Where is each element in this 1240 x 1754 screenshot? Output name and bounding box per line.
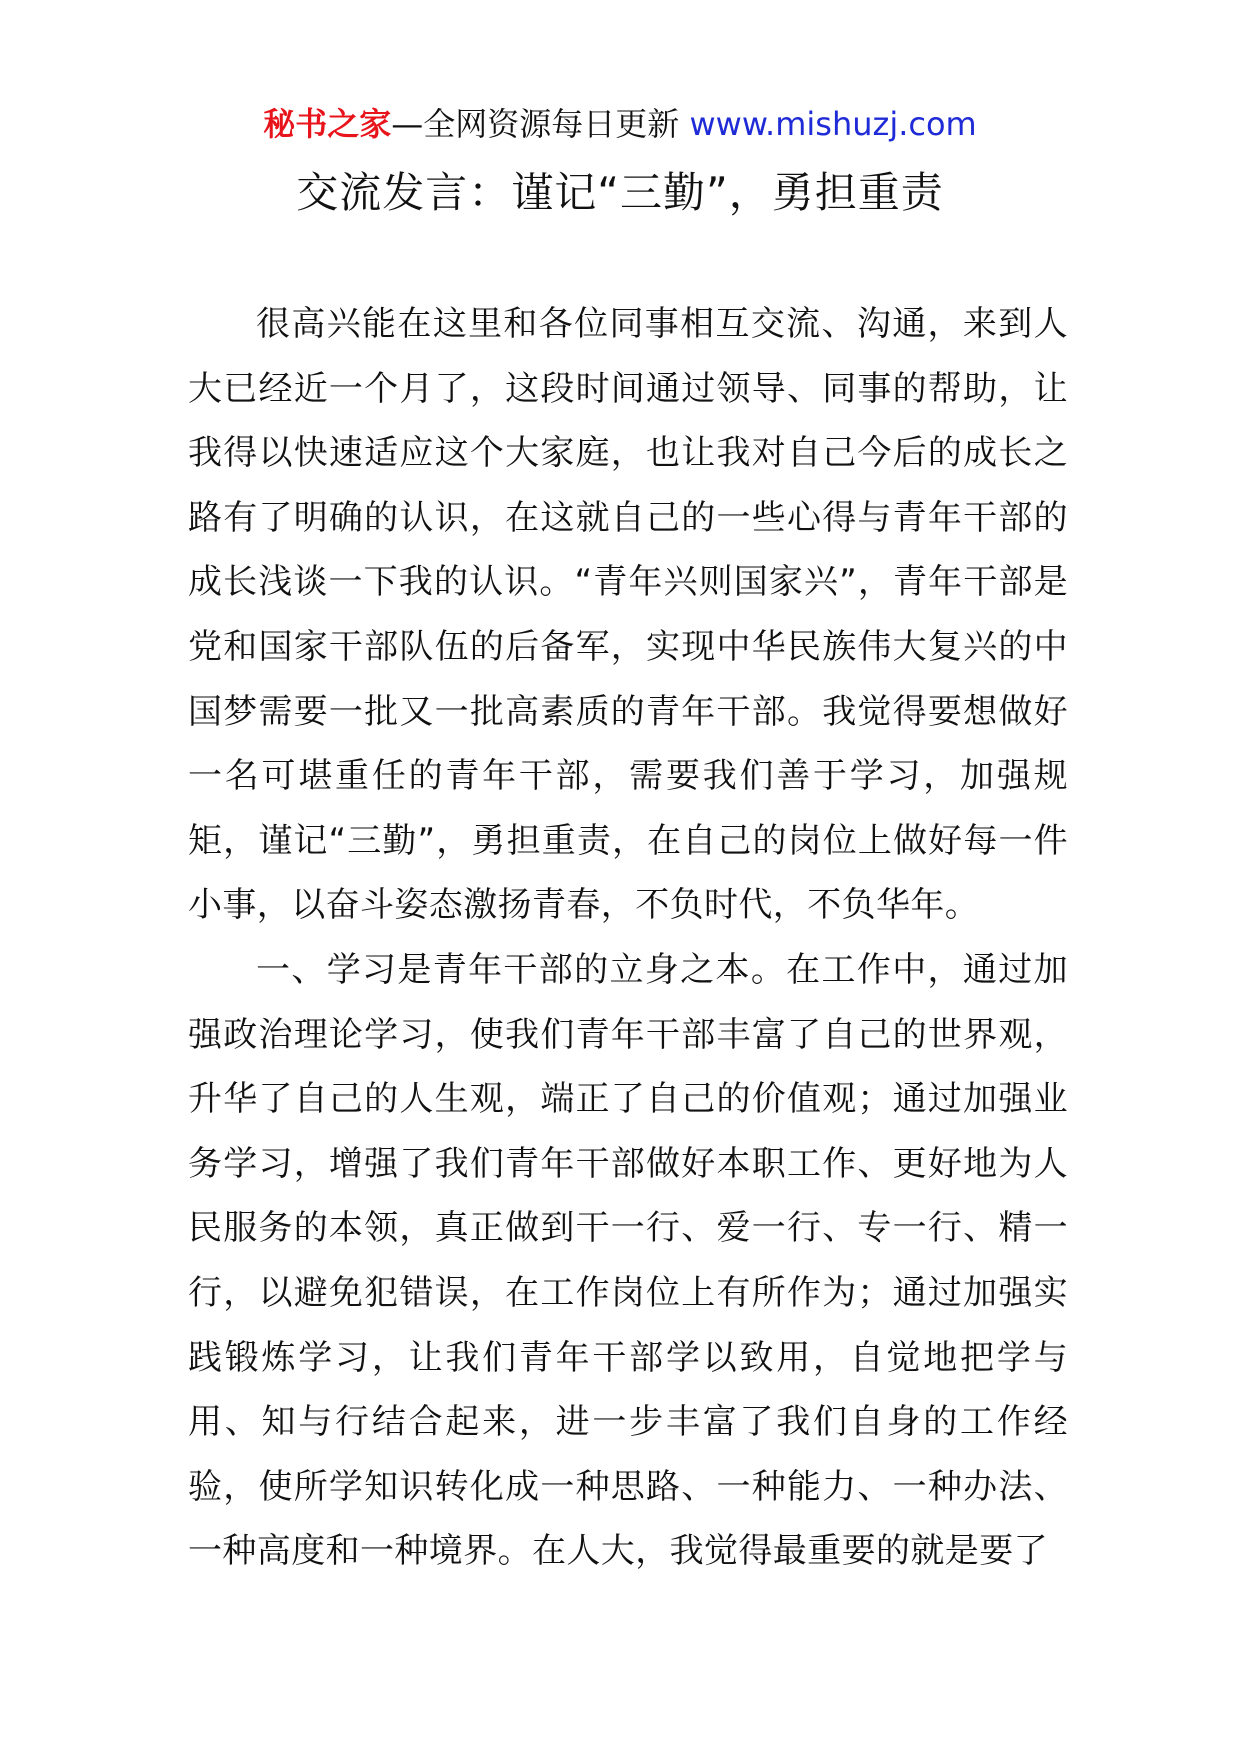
site-url[interactable]: www.mishuzj.com — [689, 105, 977, 143]
document-body — [188, 292, 1068, 1584]
site-slogan: —全网资源每日更新 — [391, 105, 690, 143]
paragraph-section-one: 一、学习是青年干部的立身之本。在工作中，通过加强政治理论学习，使我们青年干部丰富了自己的世界观，升华了自己的人生观，端正了自己的价值观；通过加强业务学习，增强了我们青年干部做好本职工作、更好地为人民服务的本领，真正做到干一行、爱一行、专一行、精一行，以避免犯错误，在工作岗位上有所作为；通过加强实践锻炼学习，让我们青年干部学以致用，自觉地把学与用、知与行结合起来，进一步丰富了我们自身的工作经验，使所学知识转化成一种思路、一种能力、一种办法、一种高度和一种境界。在人大，我觉得最重要的就是要了 — [188, 949, 1068, 1572]
site-header — [0, 100, 1240, 148]
paragraph-intro: 很高兴能在这里和各位同事相互交流、沟通，来到人大已经近一个月了，这段时间通过领导、同事的帮助，让我得以快速适应这个大家庭，也让我对自己今后的成长之路有了明确的认识，在这就自己的一些心得与青年干部的成长浅谈一下我的认识。“青年兴则国家兴”，青年干部是党和国家干部队伍的后备军，实现中华民族伟大复兴的中国梦需要一批又一批高素质的青年干部。我觉得要想做好一名可堪重任的青年干部，需要我们善于学习，加强规矩，谨记“三勤”，勇担重责，在自己的岗位上做好每一件小事，以奋斗姿态激扬青春，不负时代，不负华年。 — [188, 304, 1068, 926]
site-brand: 秘书之家 — [263, 105, 392, 143]
document-title: 交流发言：谨记“三勤”，勇担重责 — [296, 168, 944, 217]
